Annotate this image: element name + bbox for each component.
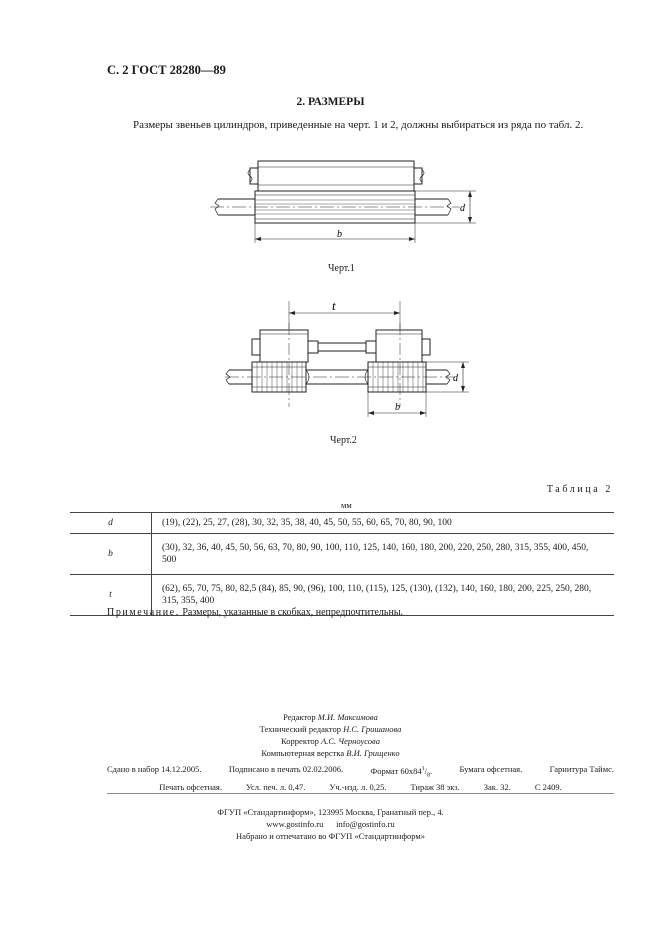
imprint-format: Формат $60х84^1/_8$. [370, 765, 433, 779]
row-values: (19), (22), 25, 27, (28), 30, 32, 35, 38, 40, 45, 50, 55, 60, 65, 70, 80, 90, 100 [152, 513, 615, 534]
table-caption: Таблица 2 [546, 484, 613, 495]
note-label: Примечание. [107, 607, 180, 618]
layout-name: В.И. Грищенко [346, 748, 400, 758]
figure-1-drawing [210, 155, 480, 255]
figure-2-drawing [225, 297, 475, 419]
row-symbol: t [70, 575, 152, 616]
row-symbol: b [70, 534, 152, 575]
imprint-edit-sheets: Уч.-изд. л. 0,25. [329, 781, 387, 792]
editor-name: М.И. Максимова [317, 712, 378, 722]
table-note [107, 607, 403, 618]
figure-2-label-t: t [332, 298, 336, 313]
imprint-code: С 2409. [534, 781, 562, 792]
imprint-print: Печать офсетная. [159, 781, 222, 792]
imprint-set: Сдано в набор 14.12.2005. [107, 764, 202, 774]
corrector-name: А.С. Черноусова [321, 736, 380, 746]
table-row [70, 513, 614, 534]
layout-label: Компьютерная верстка [261, 748, 345, 758]
figure-1-caption: Черт.1 [328, 263, 355, 274]
figure-2-label-d: d [453, 373, 458, 384]
publisher-printed: Набрано и отпечатано во ФГУП «Стандартинформ» [236, 831, 425, 841]
editor-label: Редактор [283, 712, 316, 722]
tech-editor-name: Н.С. Гришанова [343, 724, 402, 734]
imprint-run: Тираж 38 экз. [410, 781, 460, 792]
imprint-font: Гарнитура Таймс. [549, 764, 614, 774]
publisher-web: www.gostinfo.ru [266, 819, 324, 829]
divider [107, 793, 614, 794]
sizes-table [70, 512, 614, 616]
page-header: С. 2 ГОСТ 28280—89 [107, 63, 226, 77]
figure-2-caption: Черт.2 [330, 435, 357, 446]
row-symbol: d [70, 513, 152, 534]
imprint-block [107, 764, 614, 793]
section-title: 2. РАЗМЕРЫ [296, 96, 365, 108]
note-text: Размеры, указанные в скобках, непредпочтительны. [182, 607, 404, 618]
imprint-order: Зак. 32. [483, 781, 511, 792]
publisher-address: ФГУП «Стандартинформ», 123995 Москва, Гранатный пер., 4. [217, 807, 444, 817]
figure-1-label-d: d [460, 203, 465, 214]
intro-paragraph: Размеры звеньев цилиндров, приведенные на черт. 1 и 2, должны выбираться из ряда по табл. 2. [133, 119, 584, 131]
corrector-label: Корректор [281, 736, 319, 746]
figure-2-label-b: b [395, 402, 400, 413]
table-row [70, 534, 614, 575]
figure-1-label-b: b [337, 229, 342, 240]
row-values: (62), 65, 70, 75, 80, 82,5 (84), 85, 90, (96), 100, 110, (115), 125, (130), (132), 140, 160, 180, 200, 225, 250, 280, 315, 355, 400 [152, 575, 615, 616]
tech-editor-label: Технический редактор [259, 724, 341, 734]
credits-block [0, 711, 661, 759]
publisher-email: info@gostinfo.ru [336, 819, 395, 829]
imprint-paper: Бумага офсетная. [459, 764, 523, 774]
row-values: (30), 32, 36, 40, 45, 50, 56, 63, 70, 80, 90, 100, 110, 125, 140, 160, 180, 200, 220, 250, 280, 315, 355, 400, 450, 500 [152, 534, 615, 575]
publisher-block [0, 806, 661, 842]
imprint-signed: Подписано в печать 02.02.2006. [228, 764, 344, 774]
table-unit: мм [341, 500, 352, 510]
imprint-print-sheets: Усл. печ. л. 0,47. [245, 781, 306, 792]
